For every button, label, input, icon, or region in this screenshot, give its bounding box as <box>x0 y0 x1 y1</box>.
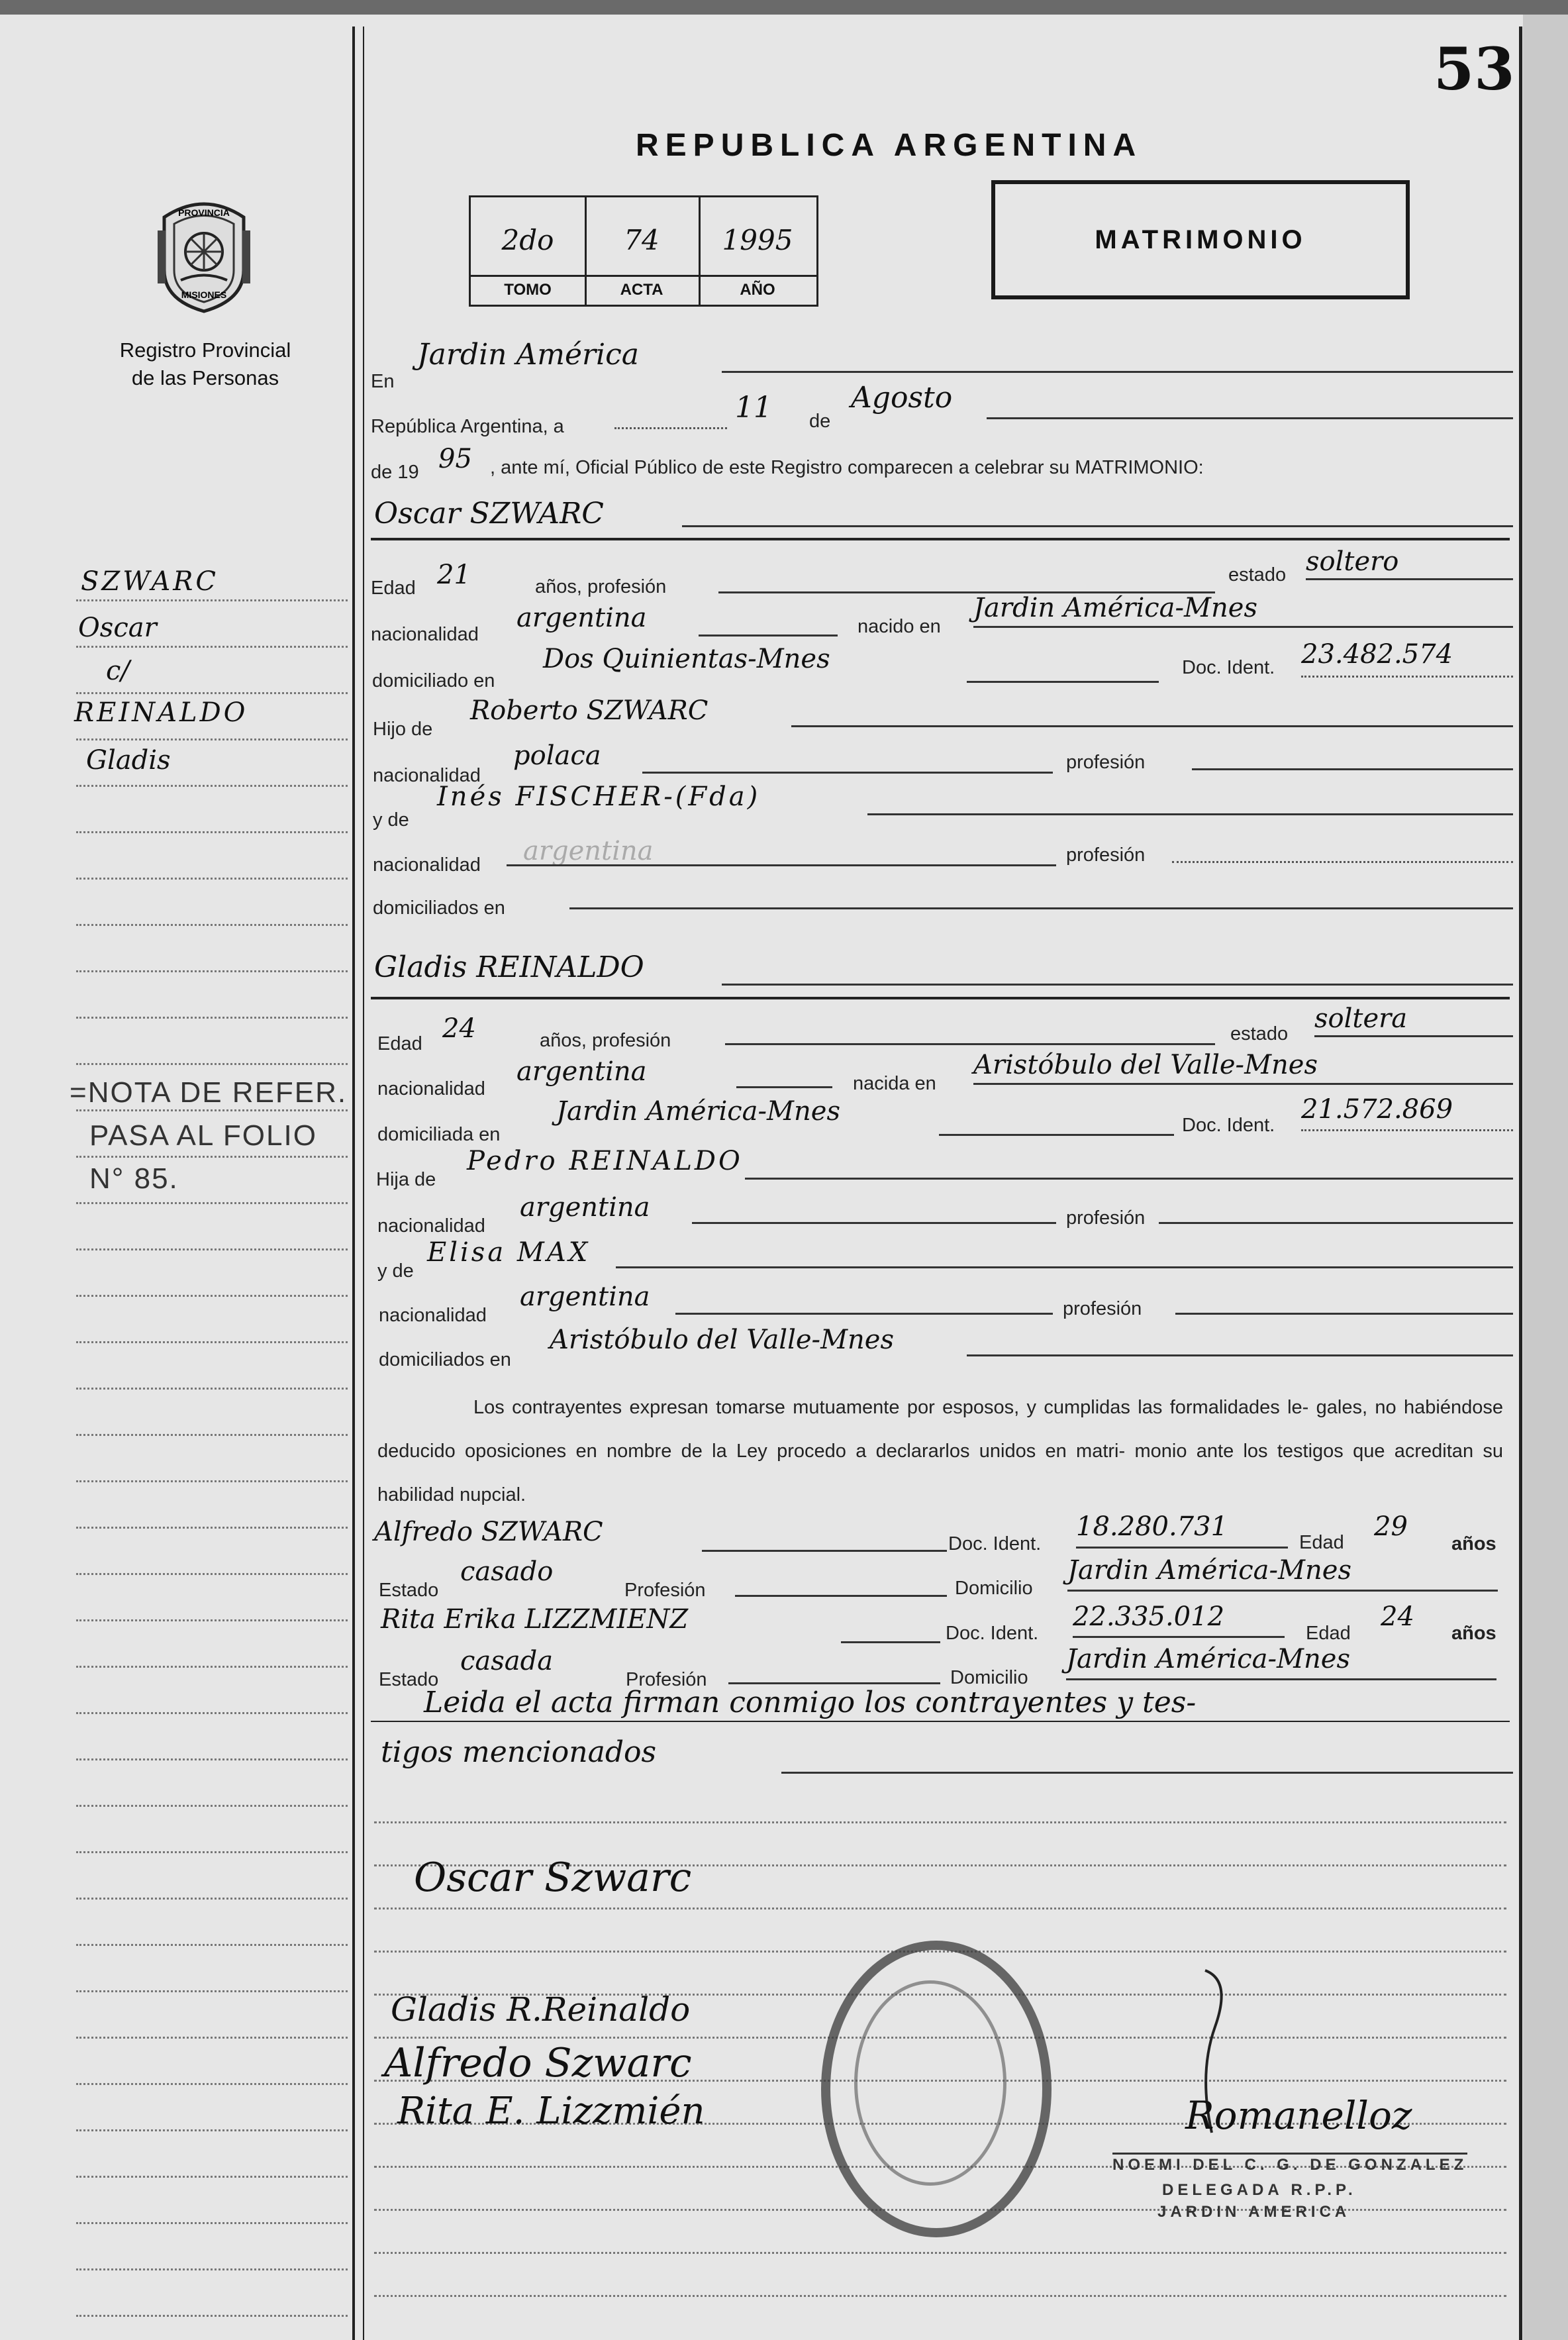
bride-domicilio: Jardin América-Mnes <box>556 1096 840 1127</box>
crest-bottom-text: MISIONES <box>181 289 227 300</box>
groom-doms-label: domiciliados en <box>373 897 505 919</box>
bride-mother-prof-label: profesión <box>1063 1298 1142 1319</box>
groom-signature: Oscar Szwarc <box>414 1855 692 1901</box>
bride-mother-nac: argentina <box>520 1282 650 1312</box>
crest-top-text: PROVINCIA <box>178 207 230 218</box>
ano-label: AÑO <box>699 275 816 305</box>
bride-signature: Gladis R.Reinaldo <box>391 1990 691 2029</box>
year-value: 95 <box>438 444 472 474</box>
groom-name-line <box>682 525 1513 527</box>
groom-nacionalidad: argentina <box>516 603 647 633</box>
closing-line: tigos mencionados <box>381 1735 657 1769</box>
witness1-doc: 18.280.731 <box>1076 1511 1228 1542</box>
official-stamp-inner <box>854 1980 1006 2186</box>
groom-mother-nac: argentina <box>523 836 654 866</box>
day-value: 11 <box>735 391 772 425</box>
margin-note-line: PASA AL FOLIO <box>89 1119 317 1152</box>
section-divider <box>371 538 1510 540</box>
witness2-prof-label: Profesión <box>626 1669 707 1690</box>
bride-nacionalidad: argentina <box>516 1056 647 1087</box>
margin-bride-surname: REINALDO <box>74 697 248 728</box>
groom-father-prof-line <box>1192 768 1513 770</box>
witness2-doc-line <box>1073 1636 1285 1638</box>
witness2-estado: casada <box>460 1646 554 1676</box>
witness1-estado: casado <box>460 1556 554 1587</box>
year-prefix: de 19 <box>371 462 419 483</box>
bride-father-line <box>745 1178 1513 1180</box>
margin-rule-inner <box>363 26 364 2340</box>
bride-edad: 24 <box>442 1013 476 1044</box>
province-crest-icon <box>144 191 264 317</box>
groom-doms-line <box>569 907 1513 909</box>
en-label: En <box>371 371 395 392</box>
witness1-prof-label: Profesión <box>624 1580 706 1601</box>
bride-birthplace-line <box>973 1083 1513 1085</box>
reference-box <box>469 195 818 307</box>
bride-mother-prof-line <box>1175 1313 1513 1315</box>
witness1-dom-line <box>1067 1590 1498 1592</box>
witness2-doc-label: Doc. Ident. <box>946 1623 1039 1644</box>
bride-father-nac: argentina <box>520 1192 650 1223</box>
tomo-label: TOMO <box>471 275 585 305</box>
bride-doc-label: Doc. Ident. <box>1182 1115 1275 1136</box>
groom-domicilio: Dos Quinientas-Mnes <box>543 644 830 674</box>
groom-birthplace: Jardin América-Mnes <box>973 593 1257 623</box>
witness1-signature: Alfredo Szwarc <box>384 2040 692 2086</box>
section-divider <box>371 997 1510 999</box>
bride-nac-label: nacionalidad <box>377 1078 485 1099</box>
groom-father-nac: polaca <box>513 740 601 771</box>
groom-hijo-label: Hijo de <box>373 719 433 740</box>
bride-hija-label: Hija de <box>376 1169 436 1190</box>
declaration-text <box>377 1386 1503 1517</box>
groom-nac-line <box>699 635 838 636</box>
scan-border <box>0 0 1568 15</box>
bride-mother-line <box>616 1266 1513 1268</box>
registry-line: Registro Provincial <box>119 338 291 362</box>
witness2-edad: 24 <box>1381 1602 1414 1632</box>
bride-father: Pedro REINALDO <box>467 1146 743 1176</box>
groom-dom-label: domiciliado en <box>372 670 495 691</box>
bride-doc-line <box>1301 1129 1513 1131</box>
groom-nac-label: nacionalidad <box>371 624 479 645</box>
bride-estado-label: estado <box>1230 1023 1289 1044</box>
groom-anos-label: años, profesión <box>535 576 667 597</box>
margin-groom-name: Oscar <box>78 613 157 643</box>
groom-name: Oscar SZWARC <box>374 497 604 531</box>
witness2-name: Rita Erika LIZZMIENZ <box>381 1604 689 1635</box>
bride-nacida-label: nacida en <box>853 1073 936 1094</box>
witness2-dom-label: Domicilio <box>950 1667 1028 1688</box>
witness1-doc-label: Doc. Ident. <box>948 1533 1042 1554</box>
witness1-name-line <box>702 1550 947 1552</box>
witness2-estado-label: Estado <box>379 1669 439 1690</box>
groom-father-nac-line <box>642 772 1053 774</box>
bride-name-line <box>722 984 1513 986</box>
margin-with: c/ <box>106 656 130 686</box>
place-line <box>722 371 1513 373</box>
declaration-line: Los contrayentes expresan tomarse mutuamente por esposos, y cumplidas las formalidades le- <box>473 1397 1309 1418</box>
place-value: Jardin América <box>417 338 639 372</box>
bride-parents-domicilio: Aristóbulo del Valle-Mnes <box>550 1325 894 1355</box>
country-title: REPUBLICA ARGENTINA <box>636 128 1143 163</box>
declaration-line: monio ante los testigos que acreditan su habilidad nupcial. <box>377 1441 1503 1505</box>
witness1-dom-label: Domicilio <box>955 1578 1033 1599</box>
bride-doms-label: domiciliados en <box>379 1349 511 1370</box>
witness1-doc-line <box>1076 1547 1288 1549</box>
witness2-name-line <box>841 1641 940 1643</box>
closing-line-rule <box>781 1772 1513 1774</box>
groom-yde-label: y de <box>373 809 409 831</box>
groom-father: Roberto SZWARC <box>470 695 709 726</box>
groom-doc: 23.482.574 <box>1301 639 1453 670</box>
ano-value: 1995 <box>722 224 793 256</box>
witness2-edad-label: Edad <box>1306 1623 1351 1644</box>
margin-note-line: =NOTA DE REFER. <box>70 1076 348 1109</box>
margin-note-line: N° 85. <box>89 1162 179 1195</box>
groom-father-nac-label: nacionalidad <box>373 765 481 786</box>
bride-mother-nac-label: nacionalidad <box>379 1305 487 1326</box>
bride-profession-line <box>725 1043 1215 1045</box>
bride-doms-line <box>967 1354 1513 1356</box>
groom-father-line <box>791 725 1513 727</box>
closing-underline <box>371 1721 1510 1722</box>
groom-edad-label: Edad <box>371 578 416 599</box>
bride-dom-line <box>939 1134 1174 1136</box>
bride-dom-label: domiciliada en <box>377 1124 501 1145</box>
officer-name: NOEMI DEL C. G. DE GONZALEZ <box>1112 2153 1467 2174</box>
acta-value: 74 <box>624 224 660 256</box>
bride-estado-line <box>1314 1035 1513 1037</box>
witness1-prof-line <box>735 1595 947 1597</box>
groom-estado-label: estado <box>1228 564 1287 585</box>
witness2-signature: Rita E. Lizzmién <box>397 2090 705 2133</box>
republica-label: República Argentina, a <box>371 416 564 437</box>
record-type-box: MATRIMONIO <box>991 180 1410 299</box>
groom-doc-line <box>1301 676 1513 678</box>
bride-nac-line <box>736 1086 832 1088</box>
day-line <box>614 427 727 429</box>
registry-line: de las Personas <box>131 366 279 389</box>
witness2-dom-line <box>1066 1678 1496 1680</box>
bride-mother: Elisa MAX <box>427 1237 591 1268</box>
groom-mother-prof-label: profesión <box>1066 844 1146 866</box>
bride-edad-label: Edad <box>377 1033 422 1054</box>
witness1-edad: 29 <box>1374 1511 1408 1542</box>
bride-name: Gladis REINALDO <box>374 950 644 984</box>
witness2-domicilio: Jardin América-Mnes <box>1066 1644 1350 1674</box>
groom-mother-nac-label: nacionalidad <box>373 854 481 876</box>
margin-bride-name: Gladis <box>86 745 171 776</box>
month-value: Agosto <box>851 381 953 415</box>
groom-mother-nac-line <box>507 864 1056 866</box>
de-label: de <box>809 411 831 432</box>
margin-surname: SZWARC <box>81 566 219 597</box>
groom-dom-line <box>967 681 1159 683</box>
bride-father-prof-line <box>1159 1222 1513 1224</box>
groom-doc-label: Doc. Ident. <box>1182 657 1275 678</box>
groom-nacido-label: nacido en <box>858 616 941 637</box>
witness1-edad-label: Edad <box>1299 1532 1344 1553</box>
witness1-estado-label: Estado <box>379 1580 439 1601</box>
bride-father-nac-label: nacionalidad <box>377 1215 485 1237</box>
declaration-line: gales, no habiéndose deducido oposiciones en nombre de la Ley procedo a declararlos unidos en matri- <box>377 1397 1503 1462</box>
officer-place: JARDIN AMERICA <box>1157 2203 1351 2221</box>
bride-father-prof-label: profesión <box>1066 1207 1146 1229</box>
bride-mother-nac-line <box>675 1313 1053 1315</box>
month-line <box>987 417 1513 419</box>
bride-doc: 21.572.869 <box>1301 1094 1453 1125</box>
groom-estado-line <box>1306 578 1513 580</box>
groom-birthplace-line <box>973 626 1513 628</box>
tomo-cell <box>471 197 587 305</box>
tomo-value: 2do <box>501 224 554 256</box>
bride-father-nac-line <box>692 1222 1056 1224</box>
right-edge-rule <box>1519 26 1522 2340</box>
groom-mother-line <box>867 813 1513 815</box>
bride-estado: soltera <box>1314 1003 1408 1034</box>
acta-cell <box>585 197 701 305</box>
witness2-anos-label: años <box>1451 1623 1496 1644</box>
closing-line: Leida el acta firman conmigo los contrayentes y tes- <box>424 1686 1197 1719</box>
bride-anos-label: años, profesión <box>540 1030 671 1051</box>
witness1-name: Alfredo SZWARC <box>374 1517 603 1547</box>
witness2-prof-line <box>728 1682 940 1684</box>
officer-signature: Romanelloz <box>1185 2093 1412 2138</box>
officer-title: DELEGADA R.P.P. <box>1162 2181 1357 2199</box>
groom-estado: soltero <box>1306 546 1399 577</box>
witness1-anos-label: años <box>1451 1533 1496 1554</box>
witness2-doc: 22.335.012 <box>1073 1602 1225 1632</box>
bride-yde-label: y de <box>377 1260 414 1282</box>
witness1-domicilio: Jardin América-Mnes <box>1067 1555 1351 1586</box>
groom-mother: Inés FISCHER-(Fda) <box>437 782 761 812</box>
groom-edad: 21 <box>437 560 471 590</box>
groom-father-prof-label: profesión <box>1066 752 1146 773</box>
margin-rule <box>352 26 355 2340</box>
bride-birthplace: Aristóbulo del Valle-Mnes <box>973 1050 1318 1080</box>
ano-cell <box>699 197 816 305</box>
registry-name <box>86 336 324 392</box>
intro-text: , ante mí, Oficial Público de este Registro comparecen a celebrar su MATRIMONIO: <box>490 457 1204 478</box>
acta-label: ACTA <box>585 275 699 305</box>
page-number: 53 <box>1434 34 1515 103</box>
groom-mother-prof-line <box>1172 861 1513 863</box>
